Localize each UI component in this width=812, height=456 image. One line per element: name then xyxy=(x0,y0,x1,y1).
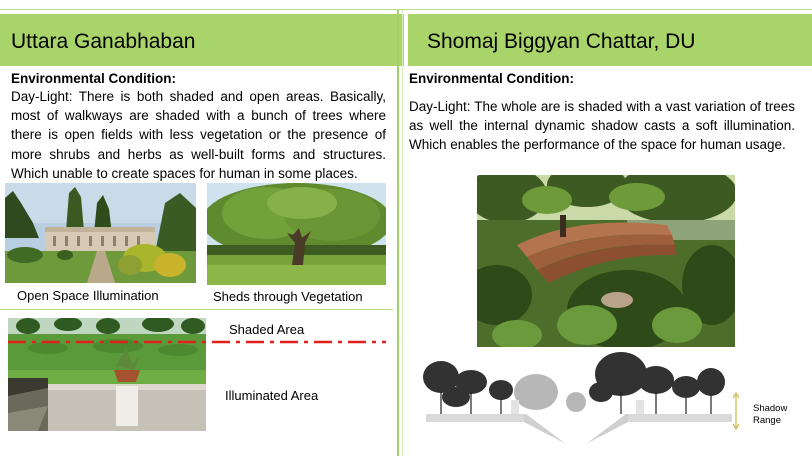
photo-shaded-illuminated xyxy=(8,318,206,431)
right-heading: Environmental Condition: xyxy=(409,71,574,86)
shadow-label-line2: Range xyxy=(753,415,781,426)
center-divider-line xyxy=(397,10,399,456)
shadow-label-line1: Shadow xyxy=(753,403,788,414)
left-title: Uttara Ganabhaban xyxy=(11,30,196,53)
photo-open-space xyxy=(5,183,196,283)
shadow-range-label xyxy=(753,403,787,427)
section-drawing-shadow xyxy=(416,352,732,444)
right-title: Shomaj Biggyan Chattar, DU xyxy=(427,30,696,53)
shaded-boundary-dashed-line xyxy=(8,340,386,344)
caption-open-space: Open Space Illumination xyxy=(17,288,159,303)
label-illuminated-area: Illuminated Area xyxy=(225,388,319,403)
center-divider-line-thin xyxy=(402,10,403,456)
left-heading: Environmental Condition: xyxy=(11,71,176,86)
caption-sheds-vegetation: Sheds through Vegetation xyxy=(213,289,363,304)
shadow-range-arrow-icon xyxy=(732,392,740,430)
top-divider-line xyxy=(0,9,812,10)
left-horizontal-divider xyxy=(0,309,393,310)
label-shaded-area: Shaded Area xyxy=(229,322,305,337)
photo-shomaj-biggyan-chattar xyxy=(477,175,735,347)
photo-sheds-vegetation xyxy=(207,183,386,285)
left-paragraph: Day-Light: There is both shaded and open areas. Basically, most of walkways are shaded with a bunch of trees where there is open fields with less vegetation or the presence of more shrubs and herbs as well-built forms and structures. Which unable to create spaces for human in some places. xyxy=(11,89,386,181)
right-paragraph: Day-Light: The whole are is shaded with a vast variation of trees as well the internal dynamic shadow casts a soft illumination. Which enables the performance of the space for human usage. xyxy=(409,99,795,153)
